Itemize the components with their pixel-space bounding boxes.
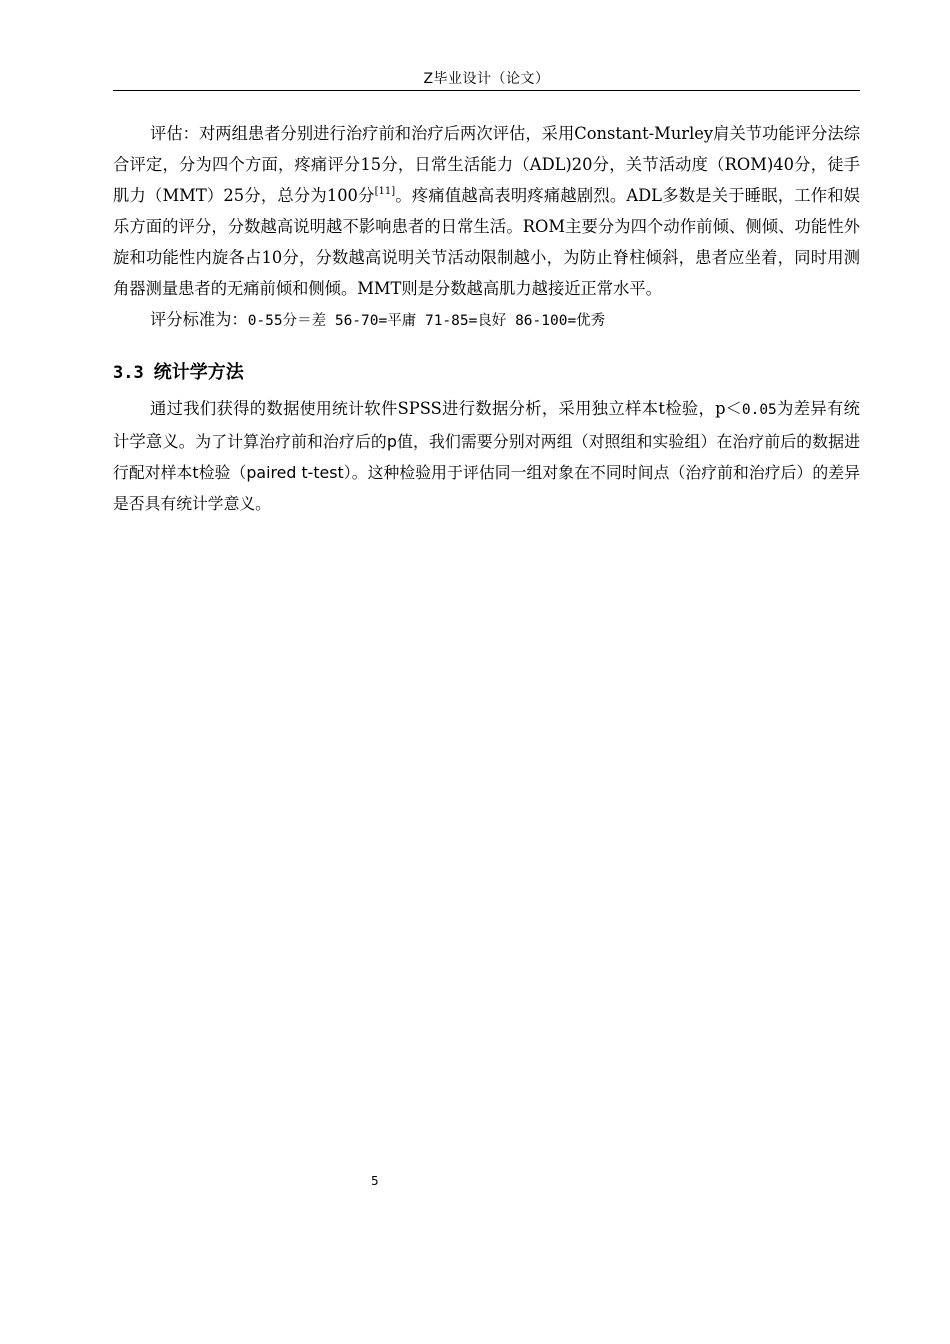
statistics-text-6: 为了计算治疗前和治疗后的p值，我们需要分别对两组（对照组和实验组）在治疗前后的数据进行配对样本t检验（paired t-test）。这种检验用于评估同一组对象在不同时间点（治疗前和治疗后）的差异是否具有统计学意义。 (113, 432, 860, 513)
section-title: 统计学方法 (153, 362, 244, 383)
criteria-paragraph (113, 304, 860, 337)
section-number: 3.3 (113, 363, 144, 383)
header-divider (113, 90, 860, 91)
citation-reference: [11] (374, 186, 396, 197)
evaluation-text-continued: 。疼痛值越高表明疼痛越剧烈。ADL多数是关于睡眠，工作和娱乐方面的评分，分数越高说明越不影响患者的日常生活。ROM主要分为四个动作前倾、侧倾、功能性外旋和功能性内旋各占10分，分数越高说明关节活动限制越小，为防止脊柱倾斜，患者应坐着，同时用测角器测量患者的无痛前倾和侧倾。MMT则是分数越高肌力越接近正常水平。 (113, 186, 860, 298)
statistics-text-2: 使用统计 (299, 399, 365, 418)
statistics-pvalue: 0.05 (741, 402, 777, 418)
document-body (113, 118, 860, 519)
statistics-paragraph (113, 393, 860, 519)
criteria-label: 评分标准为： (150, 310, 248, 329)
evaluation-text: 评估：对两组患者分别进行治疗前和治疗后两次评估，采用Constant-Murley肩关节功能评分法综合评定，分为四个方面，疼痛评分15分，日常生活能力（ADL)20分，关节活动度（ROM)40分，徒手肌力（MMT）25分，总分为100分 (113, 124, 860, 205)
statistics-text-1: 通过我们获得的数据 (150, 399, 300, 418)
statistics-text-5: 为差异有统计学意义。 (113, 399, 860, 451)
page-number: 5 (371, 1174, 379, 1188)
page-header-title: Z毕业设计（论文） (423, 71, 550, 87)
section-heading (113, 357, 860, 389)
evaluation-paragraph (113, 118, 860, 304)
criteria-values: 0-55分＝差 56-70=平庸 71-85=良好 86-100=优秀 (247, 313, 606, 329)
statistics-text-3: 软件SPSS进行数据分析，采用独立样本t检验，p＜ (364, 399, 742, 418)
